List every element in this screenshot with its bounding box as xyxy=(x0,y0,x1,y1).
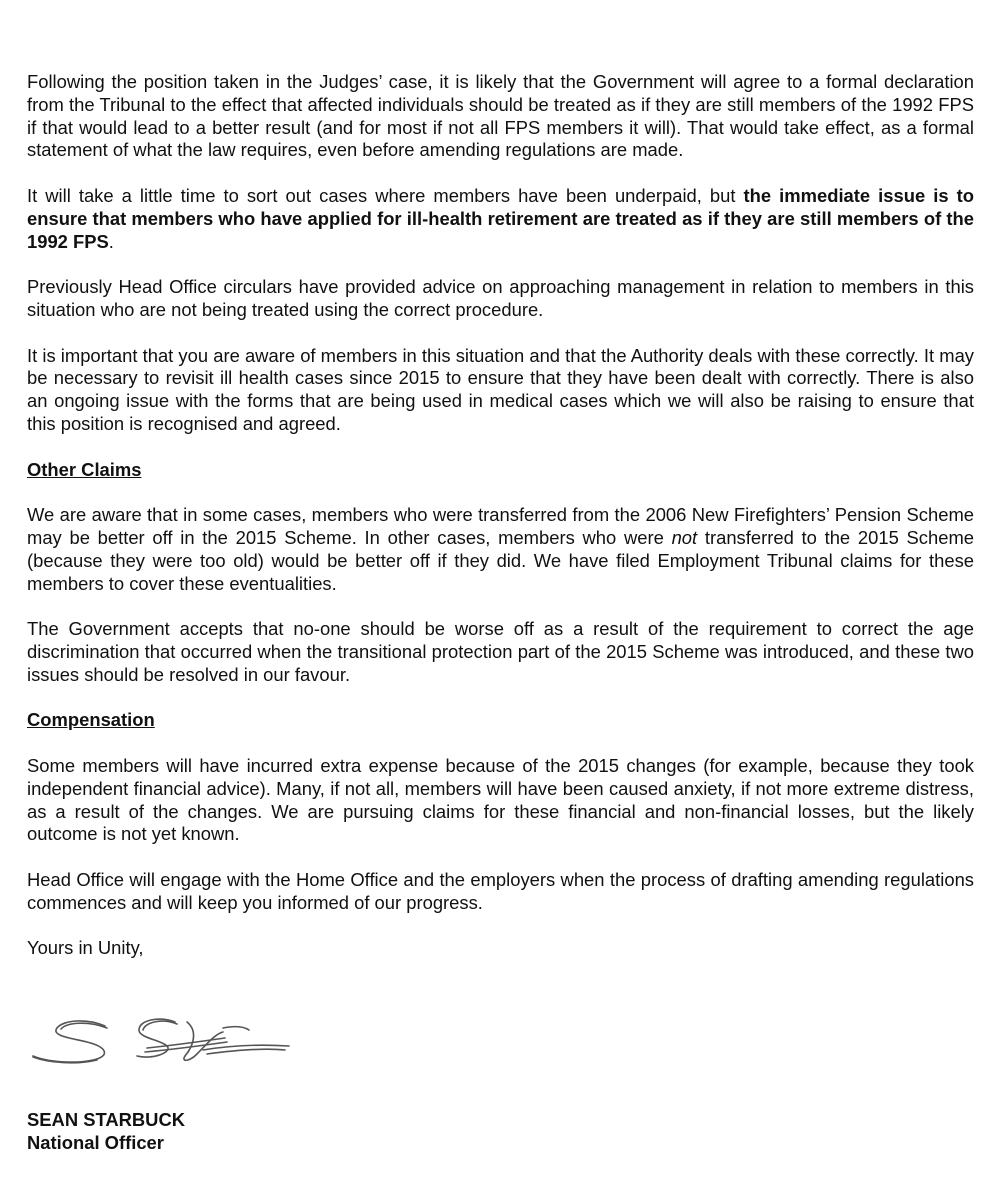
heading-compensation: Compensation xyxy=(27,709,155,731)
paragraph-head-office-engagement: Head Office will engage with the Home Office and the employers when the process of drafting amending regulations commences and will keep you informed of our progress. xyxy=(27,868,974,913)
paragraph-authority-awareness: It is important that you are aware of members in this situation and that the Authority deals with these correctly. It may be necessary to revisit ill health cases since 2015 to ensure that they have been dealt with correctly. There is also an ongoing issue with the forms that are being used in medical cases which we will also be raising to ensure that this position is recognised and agreed. xyxy=(27,344,974,434)
paragraph-text: . xyxy=(108,230,114,252)
paragraph-text: It will take a little time to sort out cases where members have been underpaid, but xyxy=(27,184,744,206)
signature-block xyxy=(27,1109,185,1155)
paragraph-text: transferred to the 2015 Scheme (because they were too old) would be better off if they did. We have filed Employment Tribunal claims for these members to cover these eventualities. xyxy=(27,526,974,594)
heading-other-claims: Other Claims xyxy=(27,458,142,480)
bold-emphasis: the immediate issue is to ensure that members who have applied for ill-health retirement are treated as if they are still members of the 1992 FPS xyxy=(27,184,974,252)
signatory-name: SEAN STARBUCK xyxy=(27,1109,186,1130)
handwritten-signature xyxy=(27,1012,297,1072)
paragraph-ill-health-retirement xyxy=(27,185,974,253)
paragraph-extra-expense: Some members will have incurred extra expense because of the 2015 changes (for example, because they took independent financial advice). Many, if not all, members will have been caused anxiety, if not more extreme distress, as a result of the changes. We are pursuing claims for these financial and non-financial losses, but the likely outcome is not yet known. xyxy=(27,754,974,845)
paragraph-text: We are aware that in some cases, members who were transferred from the 2006 New Firefighters’ Pension Scheme may be better off in the 2015 Scheme. In other cases, members who were xyxy=(27,504,974,548)
paragraph-tribunal-declaration: Following the position taken in the Judges’ case, it is likely that the Government will agree to a formal declaration from the Tribunal to the effect that affected individuals should be treated as if they are still members of the 1992 FPS if that would lead to a better result (and for most if not all FPS members it will). That would take effect, as a formal statement of what the law requires, even before amending regulations are made. xyxy=(27,71,974,161)
paragraph-government-accepts: The Government accepts that no-one should be worse off as a result of the requirement to correct the age discrimination that occurred when the transitional protection part of the 2015 Scheme was introduced, and these two issues should be resolved in our favour. xyxy=(27,618,974,685)
letter-body xyxy=(27,71,974,960)
signatory-title: National Officer xyxy=(27,1131,164,1153)
italic-emphasis: not xyxy=(671,526,698,548)
paragraph-transferred-members xyxy=(27,504,974,595)
paragraph-head-office-circulars: Previously Head Office circulars have provided advice on approaching management in relation to members in this situation who are not being treated using the correct procedure. xyxy=(27,276,974,320)
closing-salutation: Yours in Unity, xyxy=(27,937,144,959)
